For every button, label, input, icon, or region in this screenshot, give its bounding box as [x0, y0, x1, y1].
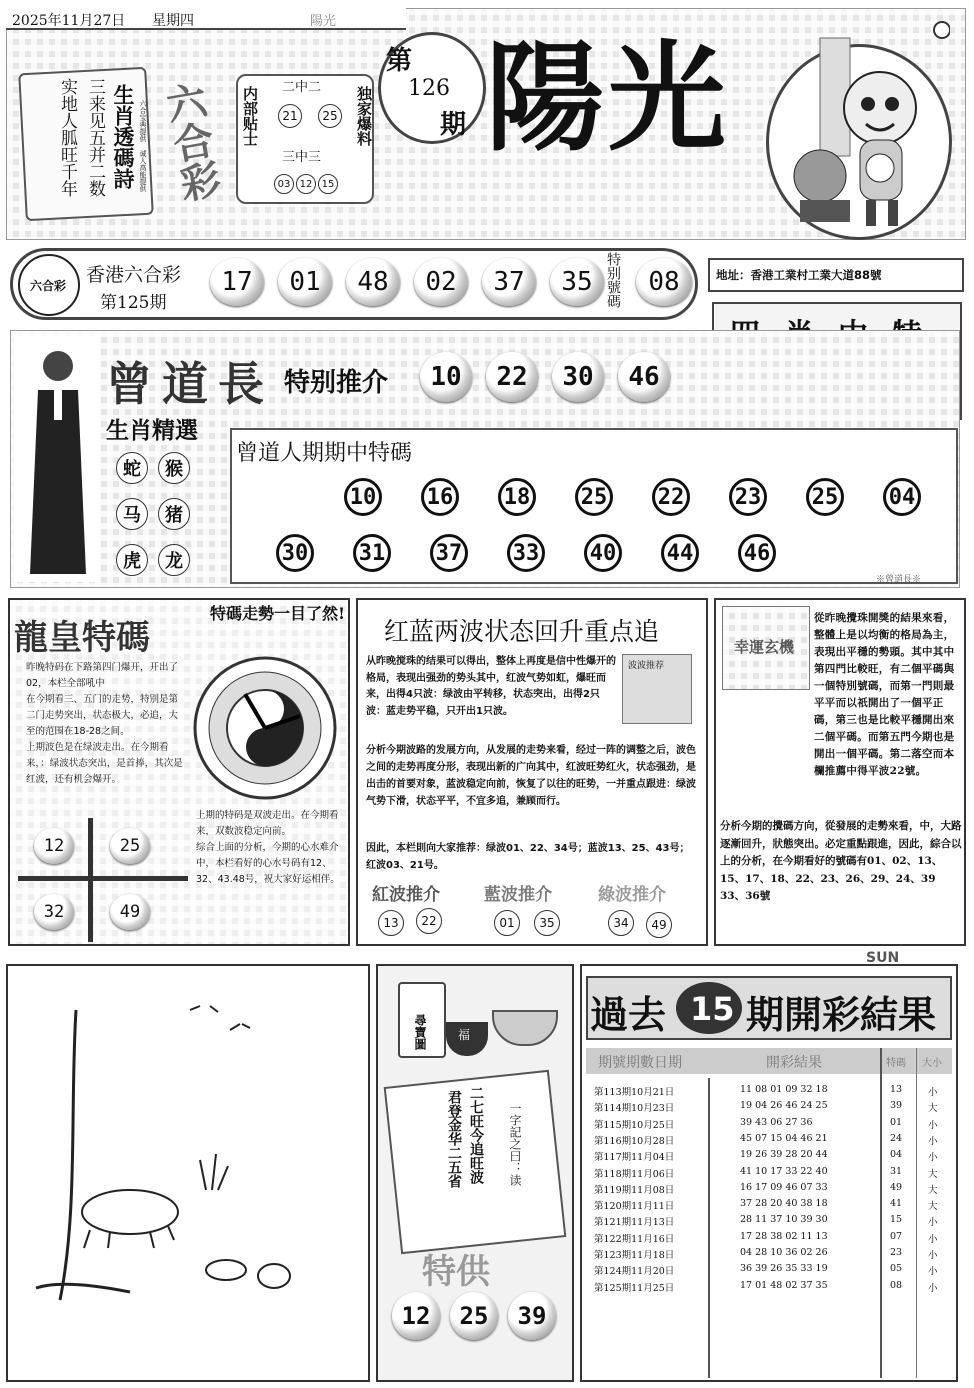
row-size: 大 [928, 1168, 938, 1180]
row-numbers: 41 10 17 33 22 40 [740, 1165, 828, 1177]
insider-right-label: 独家爆料 [355, 86, 373, 146]
draw-ball: 48 [346, 258, 400, 306]
address-text: 地址：香港工業村工業大道88號 [716, 268, 882, 282]
zeng-portrait [14, 336, 100, 582]
row-numbers: 39 43 06 27 36 [740, 1116, 813, 1128]
row-numbers: 19 04 26 46 24 25 [740, 1100, 828, 1112]
row-special: 13 [890, 1084, 903, 1095]
zeng-zodiac: 猪 [158, 498, 190, 530]
zeng-rec-ball: 10 [420, 352, 472, 402]
past-title-right: 期開彩結果 [746, 992, 937, 1037]
dragon-ball: 49 [110, 894, 150, 930]
zeng-zodiac: 马 [116, 498, 148, 530]
blue-wave-ball: 35 [534, 910, 560, 936]
row-size: 小 [928, 1135, 938, 1147]
row-special: 41 [890, 1198, 903, 1210]
dragon-slogan: 特碼走勢一目了然! [210, 604, 346, 623]
special-ball: 08 [636, 258, 692, 306]
row-size: 大 [928, 1103, 938, 1115]
row-special: 01 [890, 1116, 903, 1128]
dragon-ball: 25 [110, 828, 150, 864]
row-special: 24 [890, 1132, 903, 1144]
row-special: 23 [890, 1247, 903, 1258]
green-wave-ball: 49 [646, 912, 672, 938]
draw-ball: 17 [210, 258, 264, 306]
blue-wave-label: 藍波推介 [484, 885, 552, 905]
analysis-image-label: 幸運玄機 [734, 638, 795, 656]
blue-wave-ball: 01 [494, 910, 520, 936]
draw-ball: 01 [278, 258, 332, 306]
results-title: 香港六合彩 [86, 264, 182, 286]
analysis-text1: 從昨晚攪珠開獎的結果來看，整體上是以均衡的格局為主，表現出平穩的勢頭。其中其中第四門比較旺，有二個平碼與一個特別號碼，而第一門則最平平而以祇開出了一個平正碼，第三也是比較平穩開出來二個平碼。而第五門今期也是開出一個平碼。第二落空而本欄推薦中得平波22號。 [814, 612, 955, 777]
date-text: 2025年11月27日 [12, 13, 126, 29]
row-size: 大 [928, 1184, 938, 1196]
past-title-num: 15 [690, 990, 735, 1028]
row-period: 第115期10月25日 [594, 1119, 675, 1131]
history-ball: 04 [883, 478, 921, 516]
special-label: 特别號碼 [605, 252, 621, 308]
treasure-box-label: 尋寶圖 [413, 1014, 427, 1050]
row-size: 小 [928, 1250, 938, 1261]
history-ball: 23 [729, 478, 767, 516]
poem-footer: 六合宝典提供 诚人高能提供 [139, 100, 147, 192]
row-numbers: 36 39 26 35 33 19 [740, 1263, 828, 1275]
weekday-text: 星期四 [152, 13, 194, 29]
row-size: 小 [928, 1266, 938, 1278]
zeng-zodiac: 虎 [116, 544, 148, 576]
row-numbers: 04 28 10 36 02 26 [740, 1247, 828, 1258]
th-period: 期號期數日期 [598, 1055, 682, 1071]
col-divider-2 [880, 1048, 882, 1378]
history-ball: 40 [584, 534, 622, 572]
history-ball: 10 [344, 478, 382, 516]
past-corner-label: SUN [866, 950, 900, 966]
row-numbers: 11 08 01 09 32 18 [740, 1084, 828, 1095]
row-special: 05 [890, 1263, 903, 1275]
row-numbers: 45 07 15 04 46 21 [740, 1132, 828, 1144]
dragon-title: 龍皇特碼 [14, 618, 150, 658]
bowl-label: 福 [458, 1028, 471, 1042]
row-period: 第124期11月20日 [594, 1266, 675, 1278]
history-ball: 46 [738, 534, 776, 572]
row-period: 第125期11月25日 [594, 1282, 675, 1294]
row-size: 小 [928, 1119, 938, 1131]
brand-title: 陽光 [486, 28, 731, 167]
row-special: 04 [890, 1149, 903, 1161]
issue-suffix: 期 [440, 110, 467, 140]
history-title: 曾道人期期中特碼 [236, 441, 413, 466]
row-period: 第117期11月04日 [594, 1152, 675, 1164]
draw-ball: 02 [414, 258, 468, 306]
th-draw: 開彩結果 [766, 1055, 822, 1071]
history-ball: 22 [652, 478, 690, 516]
red-wave-label: 紅波推介 [372, 885, 440, 905]
wave-image-label: 波波推荐 [628, 661, 665, 671]
row-period: 第119期11月08日 [594, 1184, 675, 1196]
row-numbers: 17 28 38 02 11 13 [740, 1230, 828, 1242]
zeng-rec-label: 特别推介 [284, 368, 389, 398]
issue-number: 126 [408, 76, 450, 101]
row-size: 大 [928, 1201, 938, 1213]
row-size: 小 [928, 1233, 938, 1245]
analysis-text2: 分析今期的攪碼方向，從發展的走勢來看，中，大路逐漸回升，狀態突出。必定重點跟進，因此，綜合以上的分析，在今期看好的號碼有01、02、13、15、17、18、22、23、26、29、24、39 33、36號 [720, 820, 962, 902]
col-divider-3 [916, 1048, 917, 1378]
lottery-art: 六合彩 [156, 78, 225, 206]
zeng-zodiac: 龙 [158, 544, 190, 576]
special-supply-ball: 25 [450, 1292, 498, 1340]
green-wave-label: 綠波推介 [598, 885, 666, 905]
zeng-zodiac: 猴 [158, 452, 190, 484]
row1-label: 二中二 [282, 80, 322, 95]
row-period: 第113期10月21日 [594, 1087, 675, 1098]
row-special: 08 [890, 1279, 903, 1291]
special-supply-label: 特供 [422, 1252, 490, 1292]
row-special: 31 [890, 1165, 903, 1177]
wave-body2: 分析今期波路的发展方向，从发展的走势来看，经过一阵的调整之后，波色之间的走势再度分形，表现出新的广向其中，红波旺势红火，状态强劲，是出击的首要对象，蓝波稳定向前，恢复了以往的旺势，一并重点跟进：绿波气势下滑，状态平平，不宜多追，兼顾而行。 [366, 745, 696, 807]
logo-text: 六合彩 [30, 279, 67, 293]
history-credit: ※曾道長※ [876, 575, 922, 585]
dragon-para2: 上期的特码是双波走出。在今期看来，双数波稳定向前。 综合上面的分析，今期的心水难介中，本栏看好的心水号码有12、32、43.48号，祝大家好运相伴。 [196, 810, 340, 885]
poem-line-2: 实地人胍旺千年 [57, 78, 77, 197]
history-ball: 25 [575, 478, 613, 516]
dragon-ball: 32 [34, 894, 74, 930]
history-ball: 31 [353, 534, 391, 572]
row-period: 第114期10月23日 [594, 1103, 675, 1115]
scroll-line-1: 二七旺今追旺波 [468, 1086, 484, 1184]
past-title-left: 過去 [590, 992, 667, 1037]
insider-row1-ball: 21 [278, 104, 302, 128]
zeng-rec-ball: 22 [486, 352, 538, 402]
row-size: 小 [928, 1152, 938, 1164]
th-size: 大小 [922, 1058, 942, 1069]
insider-row2-ball: 15 [318, 174, 338, 194]
draw-ball: 37 [482, 258, 536, 306]
row-special: 39 [890, 1100, 903, 1112]
insider-row1-ball: 25 [318, 104, 342, 128]
history-ball: 25 [806, 478, 844, 516]
history-ball: 44 [661, 534, 699, 572]
wave-body3: 因此，本栏則向大家推荐：绿波01、22、34号；蓝波13、25、43号；红波03、21号。 [366, 843, 690, 871]
row-special: 49 [890, 1181, 903, 1193]
wave-body1: 从昨晚搅珠的结果可以得出，整体上再度是信中性爆开的格局，表现出强劲的势头其中，红波气势如虹，爆旺而来，出得4只波：绿波由平转移，状态突出，出得2只波：蓝走势平稳，只开出1只波。 [366, 656, 616, 717]
row-numbers: 37 28 20 40 38 18 [740, 1198, 828, 1210]
mascot-illustration [780, 16, 950, 236]
zeng-zodiac: 蛇 [116, 452, 148, 484]
history-ball: 37 [430, 534, 468, 572]
cross-v [88, 818, 93, 942]
zeng-name: 曾道長 [106, 357, 274, 411]
special-supply-ball: 12 [392, 1292, 440, 1340]
draw-ball: 35 [550, 258, 604, 306]
special-supply-ball: 39 [508, 1292, 556, 1340]
green-wave-ball: 34 [608, 910, 634, 936]
poem-line-1: 三来见五并二数 [85, 78, 105, 197]
th-special: 特碼 [886, 1058, 906, 1069]
insider-row2-ball: 12 [296, 174, 316, 194]
row-size: 小 [928, 1282, 938, 1294]
scroll-hint: 一字記之曰：读 [508, 1102, 522, 1186]
insider-row2-ball: 03 [274, 174, 294, 194]
row-period: 第122期11月16日 [594, 1233, 675, 1245]
row-special: 07 [890, 1230, 903, 1242]
row-numbers: 16 17 09 46 07 33 [740, 1181, 828, 1193]
row-numbers: 28 11 37 10 39 30 [740, 1214, 828, 1226]
col-divider-1 [708, 1078, 710, 1378]
zeng-zodiac-title: 生肖精選 [106, 417, 198, 444]
history-ball: 18 [498, 478, 536, 516]
row-period: 第123期11月18日 [594, 1250, 675, 1261]
insider-left-label: 内部贴士 [241, 86, 259, 146]
dragon-para1: 昨晚特码在下路第四门爆开，开出了02，本栏全部吼中 在今期看三、五门的走势，特别是第二门走势突出，状态极大，必追，大至的范围在18-28之间。 上期波色是在绿波走出。在今期看来，：绿波状态突出，是首捧，其次是红波，还有机会爆开。 [26, 662, 183, 785]
row-period: 第118期11月06日 [594, 1168, 675, 1180]
scroll-line-2: 君登金华二五省 [446, 1090, 462, 1188]
row-size: 小 [928, 1087, 938, 1098]
red-wave-ball: 22 [416, 908, 442, 934]
results-period: 第125期 [100, 293, 167, 313]
zeng-rec-ball: 30 [552, 352, 604, 402]
pig-sketch [30, 990, 350, 1320]
row-period: 第120期11月11日 [594, 1201, 675, 1213]
bagua-compass-icon [190, 654, 340, 802]
row-special: 15 [890, 1214, 903, 1226]
poem-title: 生肖透碼詩 [111, 84, 136, 189]
dragon-ball: 12 [34, 828, 74, 864]
stamp-label: 陽光 [310, 14, 337, 29]
row-numbers: 17 01 48 02 37 35 [740, 1279, 828, 1291]
wave-title: 红蓝两波状态回升重点追 [384, 617, 660, 646]
issue-prefix: 第 [386, 46, 413, 76]
zeng-rec-ball: 46 [618, 352, 670, 402]
row-numbers: 19 26 39 28 20 44 [740, 1149, 828, 1161]
row-period: 第116期10月28日 [594, 1135, 675, 1147]
history-ball: 30 [276, 534, 314, 572]
red-wave-ball: 13 [378, 910, 404, 936]
cross-h [18, 876, 188, 881]
row-size: 小 [928, 1217, 938, 1229]
history-ball: 33 [507, 534, 545, 572]
row-period: 第121期11月13日 [594, 1217, 675, 1229]
history-ball: 16 [421, 478, 459, 516]
row2-label: 三中三 [282, 150, 322, 165]
